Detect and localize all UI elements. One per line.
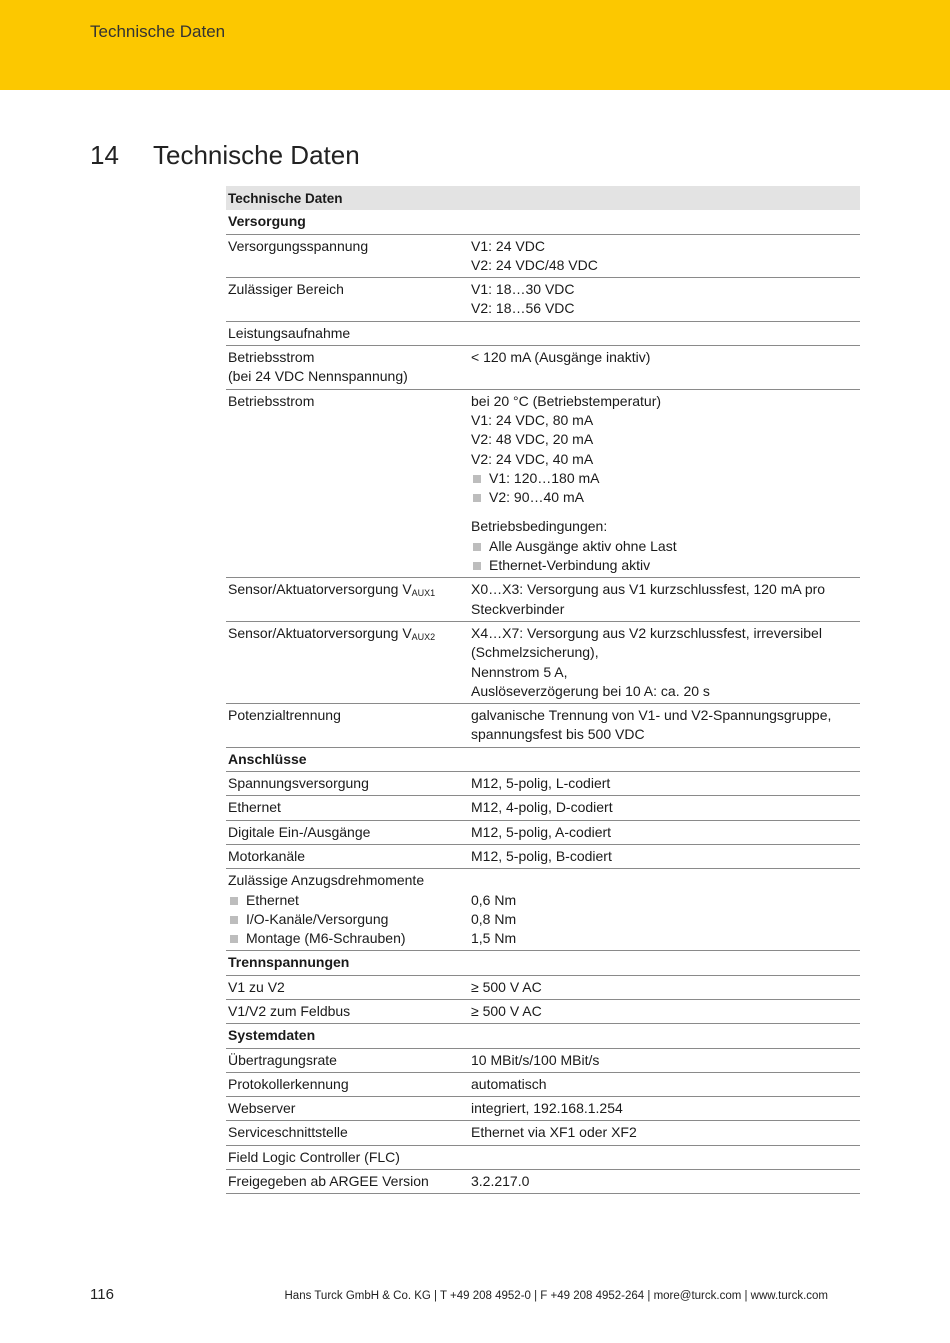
value-line: X0…X3: Versorgung aus V1 kurzschlussfest, 120 mA pro: [471, 581, 826, 598]
value-line: spannungsfest bis 500 VDC: [471, 726, 645, 743]
bullet-item: V2: 90…40 mA: [471, 488, 858, 507]
row-label: [226, 578, 469, 622]
row-label: [226, 869, 469, 951]
row-label: Versorgungsspannung: [226, 234, 469, 278]
row-label: Serviceschnittstelle: [226, 1121, 469, 1145]
table-row: [226, 1121, 860, 1145]
label-text: Sensor/Aktuatorversorgung V: [228, 581, 412, 598]
bullet-item: Ethernet-Verbindung aktiv: [471, 556, 858, 575]
row-value: [469, 321, 860, 345]
section-title: Trennspannungen: [226, 951, 860, 975]
value-line: Steckverbinder: [471, 600, 565, 617]
table-row: [226, 1170, 860, 1194]
table-row: [226, 1072, 860, 1096]
row-label: [226, 346, 469, 390]
section-title: Systemdaten: [226, 1024, 860, 1048]
row-label: Zulässiger Bereich: [226, 278, 469, 322]
row-value: ≥ 500 V AC: [469, 999, 860, 1023]
row-value: [469, 234, 860, 278]
value-line: Nennstrom 5 A,: [471, 663, 568, 680]
row-value: M12, 4-polig, D-codiert: [469, 796, 860, 820]
bullet-item: Alle Ausgänge aktiv ohne Last: [471, 537, 858, 556]
row-value: [469, 869, 860, 951]
row-label: Leistungsaufnahme: [226, 321, 469, 345]
table-row: [226, 321, 860, 345]
value-line: 0,6 Nm: [471, 891, 517, 908]
label-text: Sensor/Aktuatorversorgung V: [228, 624, 412, 641]
value-line: 1,5 Nm: [471, 930, 517, 947]
table-row: [226, 869, 860, 951]
value-line: V2: 18…56 VDC: [471, 300, 575, 317]
running-header-title: Technische Daten: [90, 22, 226, 41]
row-label: [226, 621, 469, 703]
bullet-item: V1: 120…180 mA: [471, 469, 858, 488]
table-row: [226, 844, 860, 868]
table-row: [226, 1097, 860, 1121]
section-title: Versorgung: [226, 210, 860, 234]
row-label: Motorkanäle: [226, 844, 469, 868]
value-line: Auslöseverzögerung bei 10 A: ca. 20 s: [471, 682, 710, 699]
table-row: [226, 772, 860, 796]
row-value: [469, 278, 860, 322]
spacer: [471, 507, 858, 517]
label-subscript: AUX1: [411, 588, 436, 599]
value-line: V1: 18…30 VDC: [471, 281, 575, 298]
chapter-title: Technische Daten: [153, 140, 360, 170]
row-label: Digitale Ein-/Ausgänge: [226, 820, 469, 844]
row-label: Potenzialtrennung: [226, 704, 469, 748]
row-label: Webserver: [226, 1097, 469, 1121]
row-value: < 120 mA (Ausgänge inaktiv): [469, 346, 860, 390]
header-banner: [0, 0, 950, 90]
table-header: Technische Daten: [226, 186, 860, 210]
table-row: [226, 975, 860, 999]
row-value: integriert, 192.168.1.254: [469, 1097, 860, 1121]
value-line: (Schmelzsicherung),: [471, 644, 599, 661]
bullet-item: Ethernet: [228, 891, 467, 910]
table-row: [226, 820, 860, 844]
table-row: [226, 621, 860, 703]
section-row-anschluesse: [226, 747, 860, 771]
row-value: [469, 704, 860, 748]
spec-table: [226, 186, 860, 1194]
bullet-item: Montage (M6-Schrauben): [228, 929, 467, 948]
value-line: Betriebsbedingungen:: [471, 518, 608, 535]
row-label: Freigegeben ab ARGEE Version: [226, 1170, 469, 1194]
label-subscript: AUX2: [411, 631, 436, 642]
section-row-systemdaten: [226, 1024, 860, 1048]
section-row-trennspannungen: [226, 951, 860, 975]
value-line: X4…X7: Versorgung aus V2 kurzschlussfest, irreversibel: [471, 624, 822, 641]
row-label: Protokollerkennung: [226, 1072, 469, 1096]
label-line: (bei 24 VDC Nennspannung): [228, 368, 408, 385]
row-value: ≥ 500 V AC: [469, 975, 860, 999]
row-label: Field Logic Controller (FLC): [226, 1145, 469, 1169]
spacer-line: [471, 871, 858, 890]
row-label: Übertragungsrate: [226, 1048, 469, 1072]
table-header-row: [226, 186, 860, 210]
row-label: Betriebsstrom: [226, 389, 469, 578]
table-row: [226, 796, 860, 820]
row-value: automatisch: [469, 1072, 860, 1096]
footer-contact: Hans Turck GmbH & Co. KG | T +49 208 4952-0 | F +49 208 4952-264 | more@turck.com | www.turck.com: [284, 1290, 828, 1302]
value-line: V2: 24 VDC/48 VDC: [471, 256, 598, 273]
label-line: Betriebsstrom: [228, 349, 315, 366]
value-line: bei 20 °C (Betriebstemperatur): [471, 392, 662, 409]
table-row: [226, 1048, 860, 1072]
table-row: [226, 999, 860, 1023]
row-value: M12, 5-polig, B-codiert: [469, 844, 860, 868]
value-line: V1: 24 VDC: [471, 237, 545, 254]
chapter-number: 14: [90, 140, 119, 170]
row-value: 3.2.217.0: [469, 1170, 860, 1194]
row-label: Spannungsversorgung: [226, 772, 469, 796]
table-row: [226, 278, 860, 322]
section-row-versorgung: [226, 210, 860, 234]
page-number: 116: [90, 1286, 114, 1303]
table-row: [226, 389, 860, 578]
row-label: Ethernet: [226, 796, 469, 820]
row-value: 10 MBit/s/100 MBit/s: [469, 1048, 860, 1072]
table-row: [226, 234, 860, 278]
row-value: [469, 621, 860, 703]
value-line: V2: 24 VDC, 40 mA: [471, 450, 594, 467]
row-value: [469, 1145, 860, 1169]
section-title: Anschlüsse: [226, 747, 860, 771]
row-label: V1/V2 zum Feldbus: [226, 999, 469, 1023]
label-line: Zulässige Anzugsdrehmomente: [228, 872, 425, 889]
value-line: 0,8 Nm: [471, 910, 517, 927]
row-value: [469, 578, 860, 622]
table-row: [226, 346, 860, 390]
row-value: M12, 5-polig, L-codiert: [469, 772, 860, 796]
table-row: [226, 1145, 860, 1169]
bullet-item: I/O-Kanäle/Versorgung: [228, 910, 467, 929]
row-value: M12, 5-polig, A-codiert: [469, 820, 860, 844]
value-line: V1: 24 VDC, 80 mA: [471, 411, 594, 428]
table-row: [226, 578, 860, 622]
table-row: [226, 704, 860, 748]
value-line: galvanische Trennung von V1- und V2-Spannungsgruppe,: [471, 707, 832, 724]
row-label: V1 zu V2: [226, 975, 469, 999]
value-line: V2: 48 VDC, 20 mA: [471, 431, 594, 448]
row-value: [469, 389, 860, 578]
row-value: Ethernet via XF1 oder XF2: [469, 1121, 860, 1145]
